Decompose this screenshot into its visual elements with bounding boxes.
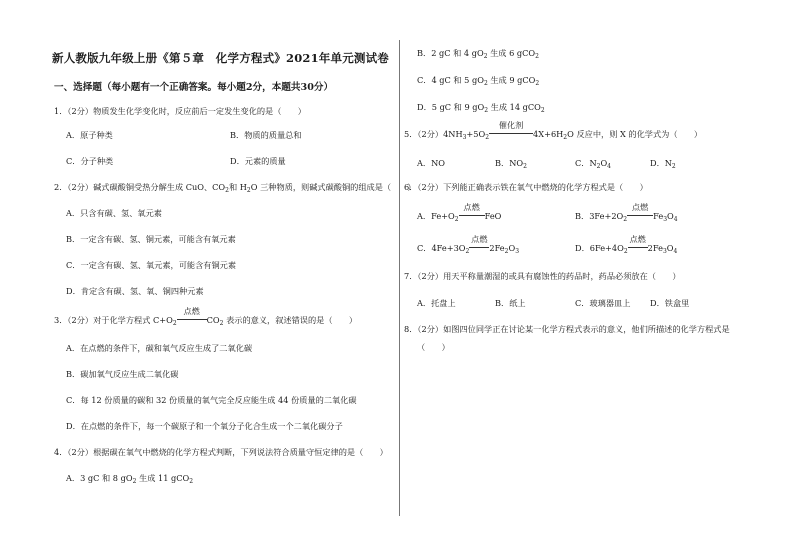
q6-option-d: D．$6Fe+4O_2$ 点燃 $2Fe_3O_4$ (575, 234, 678, 255)
q6-option-c: C．$4Fe+3O_2$ 点燃 $2Fe_2O_3$ (417, 234, 520, 255)
q1-stem: 1．（2分）物质发生化学变化时，反应前后一定发生变化的是（ ） (54, 106, 306, 116)
q5-stem: 5．（2分）$4NH_3+5O_2$ 催化剂 $4X+6H_2O$ 反应中，则 X 的化学式为（ ） (404, 120, 703, 141)
q1-option-a: A．原子种类 (66, 130, 113, 140)
q7-option-c: C．玻璃器皿上 (575, 298, 631, 308)
q1-option-b: B．物质的质量总和 (230, 130, 302, 140)
q2-option-d: D．肯定含有碳、氢、氧、铜四种元素 (66, 286, 204, 296)
q2-stem: 2．（2分）碱式碳酸铜受热分解生成 CuO、$CO_2$和 $H_2O$ 三种物质，则碱式碳酸铜的组成是（ ） (54, 182, 416, 194)
exam-title: 新人教版九年级上册《第５章 化学方程式》2021年单元测试卷 (52, 51, 390, 65)
q8-answer-blank: （ ） (417, 342, 450, 352)
q3-stem: 3．（2分）对于化学方程式 $C+O_2$ 点燃 $CO_2$ 表示的意义，叙述错误的是（ ） (54, 306, 358, 327)
q7-stem: 7．（2分）用天平称量潮湿的或具有腐蚀性的药品时，药品必须放在（ ） (404, 271, 681, 281)
q1-option-c: C．分子种类 (66, 156, 114, 166)
q7-option-a: A．托盘上 (417, 298, 456, 308)
q1-option-d: D．元素的质量 (230, 156, 286, 166)
section-heading: 一、选择题（每小题有一个正确答案。每小题2分，本题共30分） (54, 82, 334, 93)
q5-option-b: B．$NO_2$ (495, 158, 527, 170)
q4-option-a: A．3 gC 和 8 $gO_2$ 生成 11 gCO$_2$ (66, 473, 194, 485)
q3-option-b: B．碳加氧气反应生成二氧化碳 (66, 369, 179, 379)
q4-stem: 4．（2分）根据碳在氧气中燃烧的化学方程式判断，下列说法符合质量守恒定律的是（ ） (54, 447, 388, 457)
q5-option-a: A．NO (417, 158, 445, 168)
q4-option-b: B．2 gC 和 4 $gO_2$ 生成 6 gCO$_2$ (417, 48, 539, 60)
q4-option-d: D．5 gC 和 9 $gO_2$ 生成 14 gCO$_2$ (417, 102, 545, 114)
q5-option-c: C．$N_2O_4$ (575, 158, 611, 170)
reaction-condition: 点燃 (177, 314, 207, 326)
q7-option-d: D．铁盒里 (650, 298, 690, 308)
reaction-condition: 催化剂 (489, 128, 533, 140)
q6-stem: 6．（2分）下列能正确表示铁在氧气中燃烧的化学方程式是（ ） (404, 182, 648, 192)
q8-stem: 8．（2分）如图四位同学正在讨论某一化学方程式表示的意义，他们所描述的化学方程式是 (404, 324, 730, 334)
q6-option-a: A．$Fe+O_2$ 点燃 FeO (417, 202, 502, 223)
column-divider (399, 40, 400, 516)
q7-option-b: B．纸上 (495, 298, 526, 308)
q5-option-d: D．$N_2$ (650, 158, 676, 170)
q2-option-a: A．只含有碳、氢、氧元素 (66, 208, 162, 218)
q3-option-d: D．在点燃的条件下，每一个碳原子和一个氧分子化合生成一个二氧化碳分子 (66, 421, 343, 431)
q2-option-c: C．一定含有碳、氢、氧元素，可能含有铜元素 (66, 260, 237, 270)
q6-option-b: B．$3Fe+2O_2$ 点燃 $Fe_3O_4$ (575, 202, 678, 223)
q4-option-c: C．4 gC 和 5 $gO_2$ 生成 9 gCO$_2$ (417, 75, 540, 87)
q3-option-c: C．每 12 份质量的碳和 32 份质量的氧气完全反应能生成 44 份质量的二氧化碳 (66, 395, 357, 405)
q2-option-b: B．一定含有碳、氢、铜元素，可能含有氧元素 (66, 234, 236, 244)
q3-option-a: A．在点燃的条件下，碳和氧气反应生成了二氧化碳 (66, 343, 253, 353)
